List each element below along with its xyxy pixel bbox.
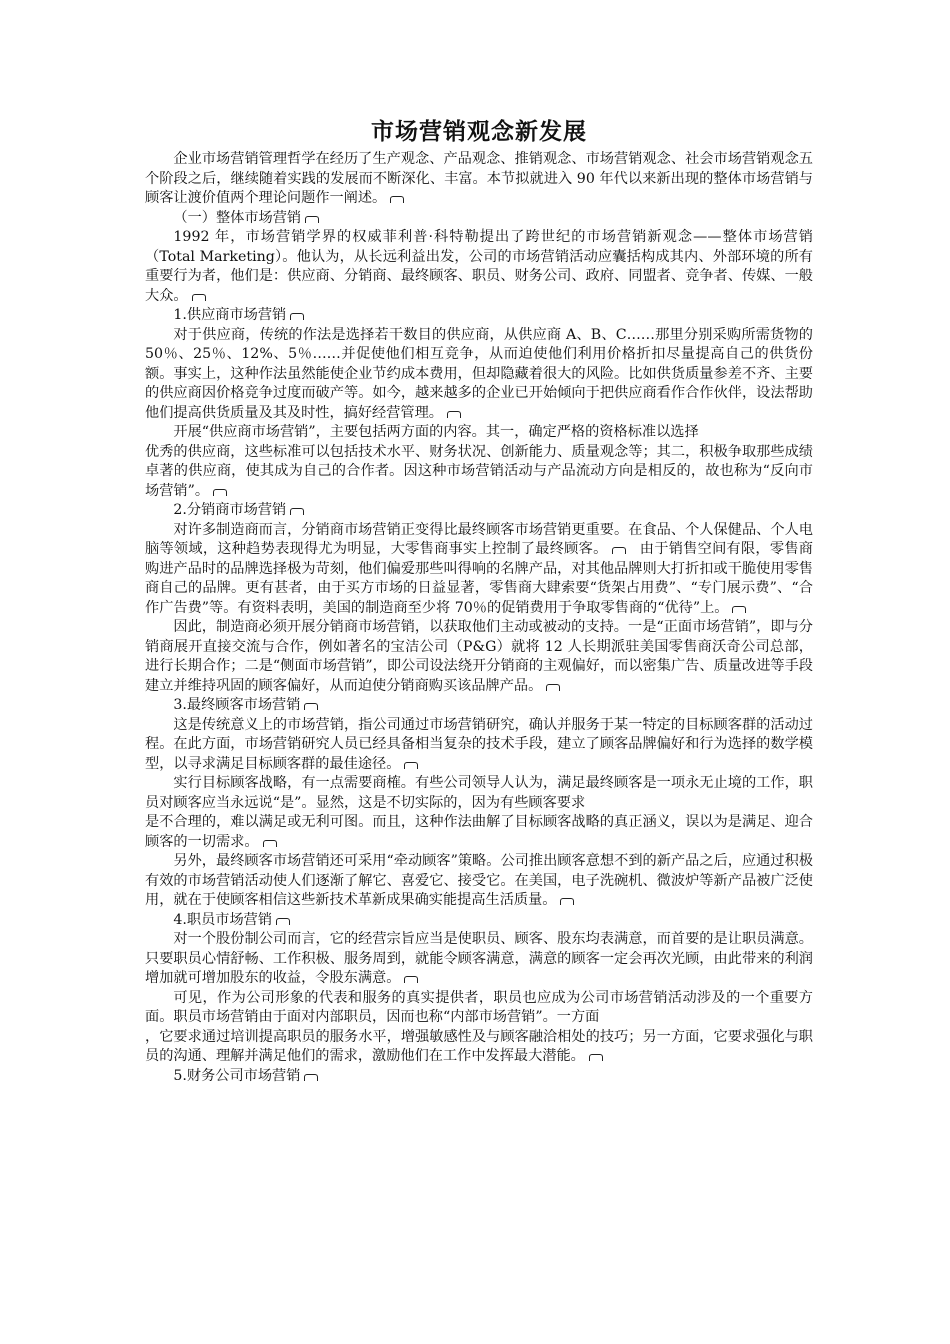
paragraph-text: ，它要求通过培训提高职员的服务水平，增强敏感性及与顾客融洽相处的技巧；另一方面，它要求强化与职员的沟通、理解并满足他们的需求，激励他们在工作中发挥最大潜能。 [145,1028,813,1064]
paragraph [145,930,813,989]
paragraph-mark-icon [612,547,626,554]
paragraph-text: 实行目标顾客战略，有一点需要商榷。有些公司领导人认为，满足最终顾客是一项永无止境的工作，职员对顾客应当永远说“是”。显然，这是不切实际的，因为有些顾客要求 [145,775,813,811]
paragraph [145,911,813,931]
paragraph-mark-icon [447,411,461,418]
paragraph [145,209,813,229]
paragraph-text: 因此，制造商必须开展分销商市场营销，以获取他们主动或被动的支持。一是“正面市场营销”，即与分销商展开直接交流与合作，例如著名的宝洁公司（P&G）就将 12 人长期派驻美国零售商沃奇公司总部，进行长期合作；二是“侧面市场营销”，即公司设法绕开分销商的主观偏好，而以密集广告、质量改进等手段建立并维持巩固的顾客偏好，从而迫使分销商购买该品牌产品。 [145,619,813,694]
paragraph [145,423,813,443]
paragraph-text-continued: 由于销售空间有限，零售商购进产品时的品牌选择极为苛刻，他们偏爱那些叫得响的名牌产品，对其他品牌则大打折扣或干脆使用零售商自己的品牌。更有甚者，由于买方市场的日益显著，零售商大肆索要“货架占用费”、“专门展示费”、“合作广告费”等。有资料表明，美国的制造商至少将 70％的促销费用于争取零售商的“优待”上。 [145,541,813,616]
paragraph-mark-icon [404,976,418,983]
paragraph-text: 5.财务公司市场营销 [173,1067,301,1084]
paragraph [145,989,813,1028]
paragraph-text: 2.分销商市场营销 [173,502,287,518]
paragraph [145,696,813,716]
paragraph [145,852,813,911]
document-body [145,116,813,1086]
paragraph-mark-icon [192,294,206,301]
paragraph [145,228,813,306]
paragraph [145,618,813,696]
paragraph-mark-icon [276,918,290,925]
paragraph-mark-icon [732,606,746,613]
paragraph-text: 1.供应商市场营销 [173,307,287,323]
paragraph [145,306,813,326]
paragraph [145,521,813,619]
paragraph [145,1028,813,1067]
paragraph-text: 对一个股份制公司而言，它的经营宗旨应当是使职员、顾客、股东均表满意，而首要的是让职员满意。只要职员心情舒畅、工作积极、服务周到，就能令顾客满意，满意的顾客一定会再次光顾，由此带来的利润增加就可增加股东的收益，令股东满意。 [145,931,813,986]
paragraph [145,1067,813,1087]
paragraph-mark-icon [290,313,304,320]
paragraph [145,443,813,502]
paragraph-text: 可见，作为公司形象的代表和服务的真实提供者，职员也应成为公司市场营销活动涉及的一个重要方面。职员市场营销由于面对内部职员，因而也称“内部市场营销”。一方面 [145,989,813,1025]
paragraph-mark-icon [404,762,418,769]
paragraph-text: 对许多制造商而言，分销商市场营销正变得比最终顾客市场营销更重要。在食品、个人保健品、个人电脑等领域，这种趋势表现得尤为明显，大零售商事实上控制了最终顾客。 [145,521,813,557]
paragraph-mark-icon [263,840,277,847]
paragraph [145,501,813,521]
paragraph [145,326,813,424]
paragraph-mark-icon [560,898,574,905]
paragraph-mark-icon [290,508,304,515]
paragraph-mark-icon [390,196,404,203]
paragraph-text: 3.最终顾客市场营销 [173,697,301,713]
paragraph [145,150,813,209]
paragraph-text: 这是传统意义上的市场营销，指公司通过市场营销研究，确认并服务于某一特定的目标顾客群的活动过程。在此方面，市场营销研究人员已经具备相当复杂的技术手段，建立了顾客品牌偏好和行为选择的数学模型，以寻求满足目标顾客群的最佳途径。 [145,716,813,772]
paragraph-mark-icon [213,489,227,496]
paragraph-mark-icon [546,684,560,691]
paragraph-text: 4.职员市场营销 [173,911,273,928]
paragraph-text: 是不合理的，难以满足或无利可图。而且，这种作法曲解了目标顾客战略的真正涵义，误以为是满足、迎合顾客的一切需求。 [145,814,813,850]
paragraph-mark-icon [305,216,319,223]
paragraph-mark-icon [304,703,318,710]
paragraph-text: 优秀的供应商，这些标准可以包括技术水平、财务状况、创新能力、质量观念等；其二，积极争取那些成绩卓著的供应商，使其成为自己的合作者。因这种市场营销活动与产品流动方向是相反的，故也称为“反向市场营销”。 [145,443,813,499]
paragraph [145,716,813,775]
paragraph-mark-icon [589,1054,603,1061]
paragraph-text: 对于供应商，传统的作法是选择若干数目的供应商，从供应商 A、B、C……那里分别采购所需货物的 50％、25％、12%、5％……并促使他们相互竞争，从而迫使他们利用价格折扣尽量提高自己的供货份额。事实上，这种作法虽然能使企业节约成本费用，但却隐藏着很大的风险。比如供货质量参差不齐、主要的供应商因价格竞争过度而破产等。如今，越来越多的企业已开始倾向于把供应商看作合作伙伴，设法帮助他们提高供货质量及其及时性，搞好经营管理。 [145,326,813,421]
paragraph-list [145,150,813,1086]
paragraph [145,813,813,852]
document-title: 市场营销观念新发展 [371,118,587,145]
paragraph-text: 1992 年，市场营销学界的权威菲利普·科特勒提出了跨世纪的市场营销新观念——整体市场营销（Total Marketing）。他认为，从长远利益出发，公司的市场营销活动应囊括构成其内、外部环境的所有重要行为者，他们是：供应商、分销商、最终顾客、职员、财务公司、政府、同盟者、竞争者、传媒、一般大众。 [145,229,813,304]
paragraph-mark-icon [304,1074,318,1081]
paragraph [145,774,813,813]
paragraph-text: 另外，最终顾客市场营销还可采用“牵动顾客”策略。公司推出顾客意想不到的新产品之后，应通过积极有效的市场营销活动使人们逐渐了解它、喜爱它、接受它。在美国，电子洗碗机、微波炉等新产品被广泛使用，就在于使顾客相信这些新技术革新成果确实能提高生活质量。 [145,853,813,908]
paragraph-text: 企业市场营销管理哲学在经历了生产观念、产品观念、推销观念、市场营销观念、社会市场营销观念五个阶段之后，继续随着实践的发展而不断深化、丰富。本节拟就进入 90 年代以来新出现的整体市场营销与顾客让渡价值两个理论问题作一阐述。 [145,151,813,206]
paragraph-text: （一）整体市场营销 [173,209,302,226]
paragraph-text: 开展“供应商市场营销”，主要包括两方面的内容。其一，确定严格的资格标准以选择 [173,424,699,440]
